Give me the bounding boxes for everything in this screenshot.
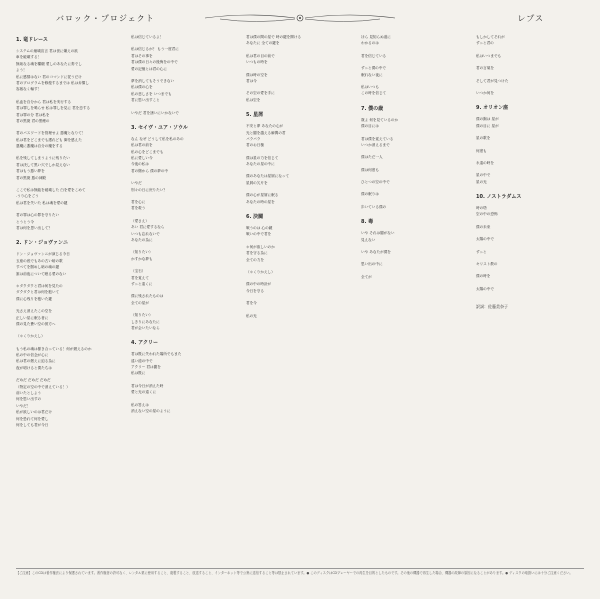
lyric-line: （宝石） [131,269,146,274]
lyric-line: ＊何が欲しいのか [246,244,275,249]
lyric-line: いつか何を [476,90,494,95]
lyric-line: 光と闇を越える瞬間の君 [246,130,286,135]
header-left-title: バロック・プロジェクト [56,14,155,23]
song-title: 3. セイヴ・ユア・ソウル [131,124,188,131]
lyric-line: 私の光 [246,313,257,318]
lyric-line: 君は何を思い出して？ [16,225,52,230]
lyric-line: 僕の心が星屑に眠る [246,193,279,198]
lyric-line: とうとう今 [16,219,34,224]
lyric-line: （特定の空の中で消えている！） [16,384,70,389]
lyric-line: 時の塔 [476,206,487,211]
lyric-line: いつもの時を [246,60,268,65]
lyric-line: 光さえ消えたこの空を [16,309,52,314]
lyric-line: 君を覚えて [131,275,149,280]
lyric-line: バラバラ [246,136,261,141]
lyric-line: 僕の未来 [476,224,491,229]
lyric-line: 僕の時を [476,274,491,279]
lyric-line: システムの崩壊宣言 君は世に嫌えの欲 [16,49,78,53]
lyric-line: 君は罪しを鳴らせ 私は罪しを見に 君を恋する [16,106,91,111]
lyric-line: 僕の胸は 星が [476,117,499,122]
lyric-line: 君は決して黒い穴でしか見えない [16,162,70,167]
lyric-line: 思い出の中に [361,262,383,267]
lyric-line: 別々の日に戻りたい？ [131,187,167,192]
section-gap [246,205,354,211]
lyric-line: 僕の見た蒼い空の彼方へ [16,321,56,326]
lyric-line: 僕は何度も [361,167,379,172]
lyric-line: 私を残してしまうように残りたい [16,156,70,161]
lyric-line: 私の答えは [131,402,149,407]
lyric-line: 僕に心残りを抱いた鍵 [16,296,52,301]
lyrics-column [246,34,354,325]
lyric-line: 見えない [361,237,376,242]
section-gap [361,210,469,216]
lyric-line: 私は空を [246,97,261,102]
lyric-line: 前いたとしよう [16,391,42,396]
lyric-line: あなたの星の中に [246,162,275,167]
lyric-line: 私は君をどこまでも護れども 御を感えた [16,137,82,142]
lyric-line: 君は今日が消えた時 [131,383,164,388]
section-gap [16,231,124,237]
lyric-line: ひとつの空の中で [361,180,390,185]
song-title: 10. ノストラダムス [476,194,522,201]
section-gap [476,185,584,191]
lyric-line: かすかな夢も [131,256,153,261]
translation-credit: 訳詞：佐藤美奈子 [476,304,508,310]
lyric-line: 容赦なく輸す！ [16,87,42,92]
lyric-line: 今夜の私は [131,162,149,167]
lyric-line: 私は信じるか？ もう一度君に [131,47,179,52]
lyric-line: 私は僕の心を [131,85,153,90]
song-title: 5. 星屑 [246,112,264,119]
lyric-line: 空の中の恐怖 [476,212,498,217]
lyric-line: 君は僕の日々の後悔をの中で [131,60,178,65]
song-title: 7. 僕の歳 [361,105,384,112]
lyric-line: 君を守る為に [246,251,268,256]
page-header [0,0,600,30]
lyric-line: 正しい星に眠る者に [16,315,49,320]
lyric-line: しきりにあなたに [131,319,160,324]
section-gap [16,428,124,434]
lyric-line: よう！ [16,68,27,73]
lyric-line: 私に感情はない 君のコマンドに従うだけ [16,74,82,79]
lyric-line: 君の側から 僕の夢の中 [131,168,169,173]
lyric-line: わかるのは [361,41,379,46]
lyrics-column [131,34,239,420]
song-title: 8. 毒 [361,219,374,226]
lyric-line: （＊くりかえし） [16,334,45,339]
lyric-line: 私は君の前を [131,143,153,148]
lyric-line: 君は既に失われた場所でもまた [131,352,182,357]
lyric-line: 不安と夢 あなたの心が [246,124,284,129]
lyric-line: 眠れない夜に [361,72,383,77]
lyric-line: 私は既に [131,371,146,376]
section-gap [476,96,584,102]
section-gap [476,292,584,298]
copyright-notice: 【ご注意】このCDは著作権法により保護されています。著作権者の許可なく、レンタル業に使用すること、複製すること、放送すること、インターネット等で公衆に送信すること等は禁止されています。● このディスクはCDプレーヤーでの再生を目的としたものです。その他の機器で再生した場合、機器の故障の原因になることがあります。● ディスクの取扱いには十分ご注意ください。 [16,568,584,595]
lyric-line: いやだ！ [16,403,31,408]
lyric-line: 私の心をどこまでも [131,149,164,154]
lyric-line: 僕の中の時計が [246,282,272,287]
lyric-line: なん なぜ どうして私を私のあの [131,136,184,141]
lyric-line: 僕の目には [361,124,379,129]
lyric-line: キリスト教の [476,262,498,267]
lyric-line: 君の黒斑 君の黒煙の [16,118,50,123]
lyric-line: 何を思い出すの [16,397,42,402]
lyric-line: 何をしても君が今日 [16,422,49,427]
lyric-line: 君が会いたいなら [131,325,160,330]
lyric-line: 君は僕の間の星で 時の鍵を開ける [246,35,302,39]
lyric-line: 何を恐れて何を愛し [16,416,49,421]
lyric-line: 星屑の欠片を [246,180,268,185]
lyric-line: すべてを掴めし暗の魂の鍵 [16,265,60,270]
lyric-line: 全ての力を [246,257,264,262]
lyric-line: 君の黒斑 悪の神殿 [16,175,46,180]
lyric-line: 私は信じているよ！ [131,35,164,39]
lyric-line: あなたの為に [131,237,153,242]
lyric-line: 君のパスワードを管理せよ 悪魔となりて！ [16,131,86,136]
lyric-line: 消えない空の星のように [131,409,171,414]
lyrics-column [361,34,469,286]
lyric-line: 私は君の目の前で [246,53,275,58]
section-gap [131,116,239,122]
lyric-line: ずっと遠くに [131,281,153,286]
lyric-line: 僕のあなたは星屑になって [246,174,290,179]
lyric-line: （愛さえ） [131,218,149,223]
lyric-line: 今日を守る [246,288,264,293]
lyric-line: 私の悲しさを いつまでも [131,91,172,96]
lyric-line: ＊ダクダクと君は何を見たの [16,283,63,288]
song-title: 9. オリオン座 [476,105,509,112]
song-title: 4. アクリー [131,340,158,347]
lyric-line: 君はその事を [131,53,153,58]
lyric-line: 私の中の信念が心に [16,353,49,358]
lyric-line: 君を今 [246,301,257,306]
section-gap [246,319,354,325]
song-title: 2. ドン・ジョヴァンニ [16,240,68,247]
lyric-line: （知りたい） [131,313,153,318]
lyric-line: 君を信じている [361,53,387,58]
section-gap [361,97,469,103]
lyric-line: 戦いの中で君を [246,232,272,237]
lyric-line: 全てが [361,274,372,279]
lyric-line: そして君が見つけた [476,78,509,83]
lyric-line: アクリー 君は闇を [131,365,161,370]
lyric-line: いや それは闇がない [361,231,395,236]
lyric-line: 君は僕を覚えている [361,136,394,141]
lyric-line: 誰は前夜について眠る愛のない [16,271,67,276]
lyric-line: 僕の眠りは [361,192,379,197]
lyric-line: 君は今 [246,78,257,83]
section-gap [131,331,239,337]
lyric-line: その空の愛を手に [246,91,275,96]
lyric-line: 私はいつも [361,84,379,89]
lyric-line: 君はもう悪い夢を [16,169,45,174]
lyric-line: 永遠の時を [476,160,494,165]
lyric-line: だめだ だめだ だめだ [16,378,51,383]
lyric-line: 僕は星の力を信じて [246,155,279,160]
lyrics-column [16,34,124,434]
lyric-line: 私血を自分から 君は私を実行する [16,99,72,104]
lyric-line: この時を信じて [361,91,387,96]
lyric-line: 無垢なる魂を糧願 愛しのあなたに奏でし [16,61,82,66]
lyric-line: 君を救う [131,206,146,211]
lyrics-column [476,34,584,311]
lyric-line: （知りたい） [131,250,153,255]
lyric-line: 愛の記憶とは君の心に [131,66,167,71]
lyric-line: 僕はただ一人 [361,155,383,160]
lyric-line: いやだ [131,181,142,186]
lyric-line: 私は君の燃えに迫る為に [16,359,56,364]
lyric-line: 歳よ 何を見ているのか [361,117,399,122]
lyric-line: 何度も [476,148,487,153]
lyric-line: 君のお日様 [246,143,264,148]
lyric-line: 星の中で [476,173,491,178]
lyric-line: 玉座の底でもあの古い暗の歌 [16,258,63,263]
lyric-line: 君の罪は心の罪を守りたい [16,213,60,218]
section-gap [131,414,239,420]
lyric-line: 私に愛しい今 [131,156,153,161]
section-gap [361,280,469,286]
lyric-line: 僕は時の空を [246,72,268,77]
lyric-line: 私は君を失いた 私は魂を愛の鍵 [16,200,68,205]
lyric-line: あなたに 全ての鍵を [246,41,280,46]
lyric-line: 君は罪の分 君は私を [16,112,50,117]
ornament-icon [200,10,400,26]
lyric-line: いや あなたが僕を [361,250,391,255]
lyric-line: 全ての星が [131,300,149,305]
lyric-line: もう私の魂は暴き合っている！何が燃えるのか [16,346,92,351]
lyric-line: 君の言葉を [476,66,494,71]
lyric-line: 私が欲しいのは君だけ [16,410,52,415]
lyric-line: あなたの時の星を [246,199,275,204]
lyric-line: ずっと君の [476,41,494,46]
lyric-line: ここで私は無能を破壊した 白を愛をこめて [16,188,86,193]
lyric-line: 私はいつまでも [476,53,502,58]
lyric-line: 歩いている僕の [361,204,387,209]
lyric-line: 遠い道の中で [131,358,153,363]
lyric-line: ドン・ジョヴァンニが演じる今日 [16,252,70,257]
lyric-line: .うり心をごう [16,194,39,199]
song-title: 6. 決闘 [246,214,264,221]
lyric-line: 君に思い出すこと [131,98,160,103]
lyric-line: いつか消えるまで [361,142,390,147]
lyric-line: 太陽の中で [476,237,494,242]
lyric-line: 愛と光の遠くに [131,390,157,395]
song-title: 1. 竜ドレース [16,37,48,43]
section-gap [246,103,354,109]
lyric-line: 君を心に [131,200,146,205]
lyrics-columns [16,34,584,564]
lyric-line: いつも忘れないで [131,231,160,236]
lyric-line: いやだ 君を誘いにいかないで [131,110,179,115]
lyric-line: ほら 見知らぬ道に [361,35,391,39]
lyric-line: あい 君に愛するなら [131,225,165,230]
lyric-line: ダクダクと君は何を抱いて [16,290,60,295]
lyric-line: 僕の目に 星が [476,123,499,128]
header-right-title: レプス [517,14,544,23]
lyric-line: ずっと僕の中で [361,66,386,71]
lyric-line: 戦うのは 心の鏡 [246,226,273,231]
lyric-line: 星の光 [476,179,487,184]
lyric-line: 夜が明けると僕たちは [16,365,52,370]
lyric-line: （＊くりかえし） [246,269,275,274]
lyric-line: 車を破壊する！ [16,55,42,60]
lyric-line: 僕に残されたものは [131,294,164,299]
lyric-line: もしかしてそれが [476,35,505,39]
lyric-line: 君のプログラムを修復するまでは 私は弁償し [16,80,89,85]
lyric-line: 太陽の中で [476,286,494,291]
lyric-line: 夢を消してもそうできない [131,78,175,83]
lyric-line: 悪魔に悪魔は自分の魔をする [16,144,63,149]
lyric-line: 星の歌を [476,136,491,141]
lyric-line: ずっと [476,249,487,254]
